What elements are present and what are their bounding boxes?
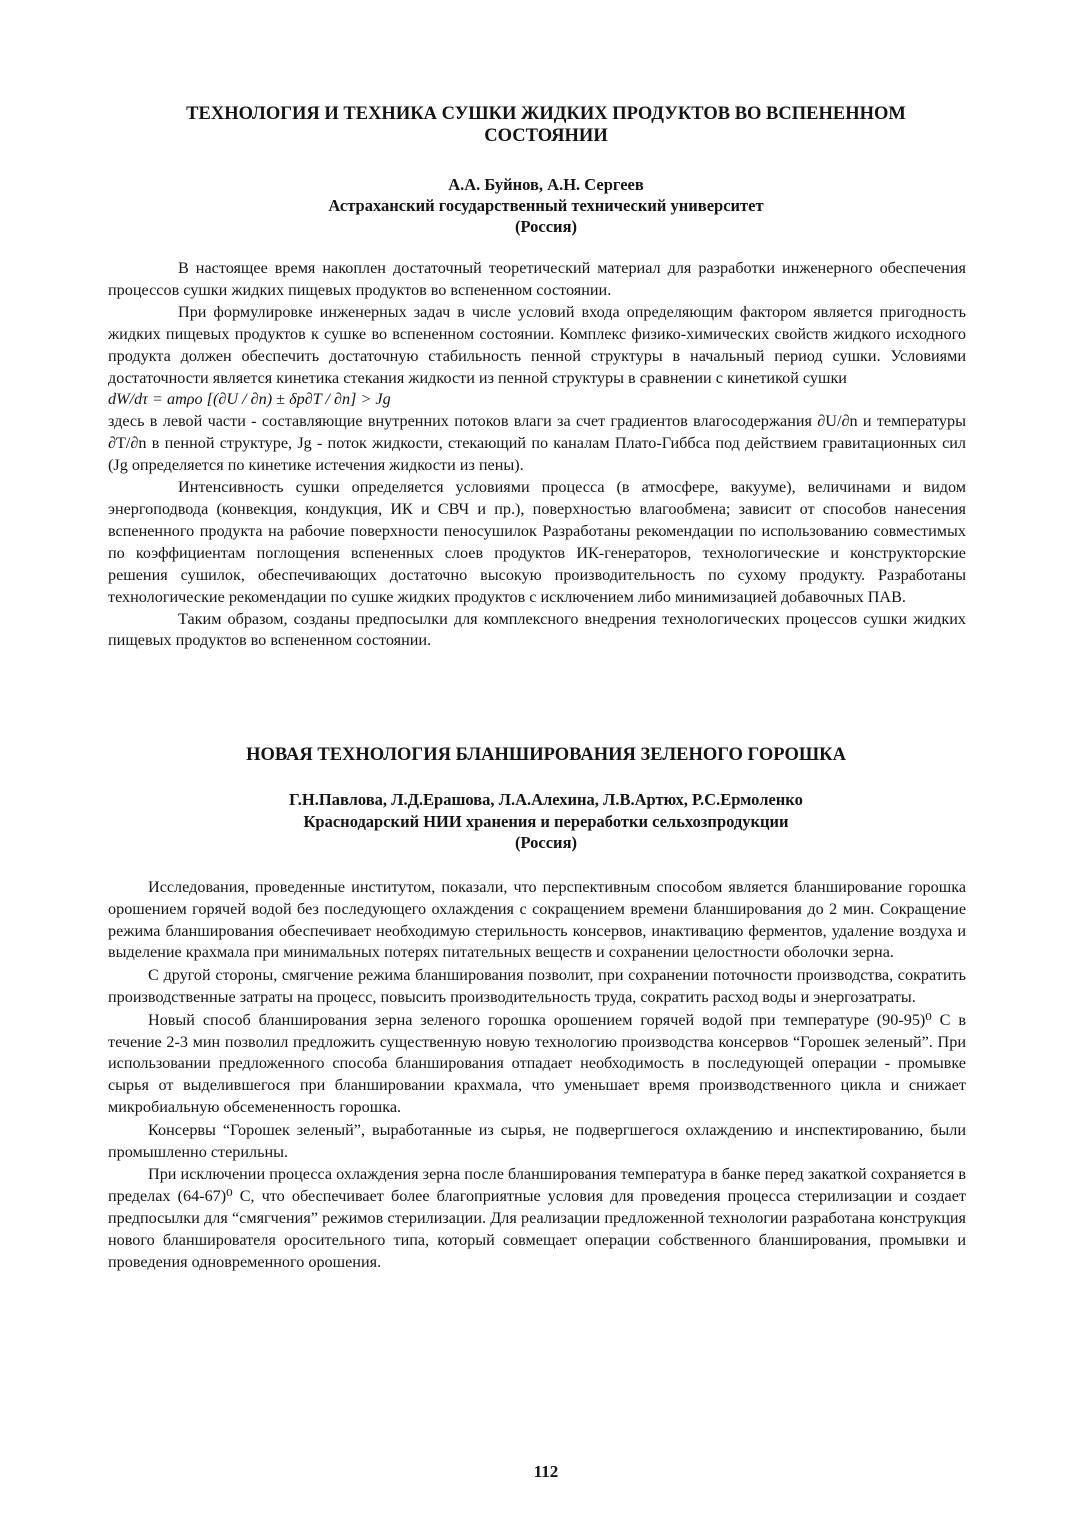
article1-title-line1: ТЕХНОЛОГИЯ И ТЕХНИКА СУШКИ ЖИДКИХ ПРОДУКТОВ ВО ВСПЕНЕННОМ [186,104,906,124]
article1-paragraph-2: При формулировке инженерных задач в числе условий входа определяющим фактором является пригодность жидких пищевых продуктов к сушке во вспененном состоянии. Комплекс физико-химических свойств жидкого исходного продукта должен обеспечить достаточную стабильность пенной структуры в начальный период сушки. Условиями достаточности является кинетика стекания жидкости из пенной структуры в сравнении с кинетикой сушки [108,302,966,387]
article1-authors: А.А. Буйнов, А.Н. Сергеев [448,175,644,194]
article2-country: (Россия) [515,833,577,852]
drying-kinetics-formula: dW/dτ = amρo [(∂U / ∂n) ± δp∂T / ∂n] > Jg [108,390,391,409]
article2-paragraph-3: Новый способ бланширования зерна зеленого горошка орошением горячей водой при температуре (90-95)⁰ С в течение 2-3 мин позволил предложить существенную новую технологию производства консервов “Горошек зеленый”. При использовании предложенного способа бланширования отпадает необходимость в последующей операции - промывке сырья от выделившегося при бланшировании крахмала, что уменьшает время производственного цикла и снижает микробиальную обсемененность горошка. [108,1010,966,1116]
article1-title-line2: СОСТОЯНИИ [484,126,608,146]
article1-paragraph-5: Таким образом, созданы предпосылки для комплексного внедрения технологических процессов сушки жидких пищевых продуктов во вспененном состоянии. [108,609,966,650]
article1-body [108,258,966,652]
article2-paragraph-5: При исключении процесса охлаждения зерна после бланширования температура в банке перед закаткой сохраняется в пределах (64-67)⁰ С, что обеспечивает более благоприятные условия для проведения процесса стерилизации и создает предпосылки для “смягчения” режимов стерилизации. Для реализации предложенной технологии разработана конструкция нового бланширователя оросительного типа, который совмещает операции собственного бланширования, промывки и проведения одновременного орошения. [108,1165,966,1271]
article1-paragraph-1: В настоящее время накоплен достаточный теоретический материал для разработки инженерного обеспечения процессов сушки жидких пищевых продуктов во вспененном состоянии. [108,259,966,299]
article2-body [108,877,966,1274]
article2-affiliation: Краснодарский НИИ хранения и переработки сельхозпродукции [303,812,789,831]
article2-paragraph-4: Консервы “Горошек зеленый”, выработанные из сырья, не подвергшегося охлаждению и инспектированию, были промышленно стерильны. [108,1120,966,1161]
article2-paragraph-2: С другой стороны, смягчение режима бланширования позволит, при сохранении поточности производства, сократить производственные затраты на процесс, повысить производительность труда, сократить расход воды и энергозатраты. [108,966,966,1006]
page-number: 112 [533,1462,559,1481]
article2-title: НОВАЯ ТЕХНОЛОГИЯ БЛАНШИРОВАНИЯ ЗЕЛЕНОГО ГОРОШКА [246,745,846,765]
article2-paragraph-1: Исследования, проведенные институтом, показали, что перспективным способом является бланширование горошка орошением горячей водой без последующего охлаждения с сокращением времени бланширования до 2 мин. Сокращение режима бланширования обеспечивает необходимую стерильность консервов, инактивацию ферментов, удаление воздуха и выделение крахмала при минимальных потерях питательных веществ и сохранении целостности оболочки зерна. [108,878,966,962]
article1-country: (Россия) [515,217,577,236]
article1-affiliation: Астраханский государственный технический университет [328,196,764,215]
article1-title [140,103,952,147]
article2-authors: Г.Н.Павлова, Л.Д.Ерашова, Л.А.Алехина, Л.В.Артюх, Р.С.Ермоленко [289,790,803,809]
article1-paragraph-4: Интенсивность сушки определяется условиями процесса (в атмосфере, вакууме), величинами и видом энергоподвода (конвекция, кондукция, ИК и СВЧ и пр.), поверхностью влагообмена; зависит от способов нанесения вспененного продукта на рабочие поверхности пеносушилок Разработаны рекомендации по использованию совместимых по коэффициентам поглощения вспененных слоев продуктов ИК-генераторов, технологические и конструкторские решения сушилок, обеспечивающих достаточно высокую производительность по сухому продукту. Разработаны технологические рекомендации по сушке жидких продуктов с исключением либо минимизацией добавочных ПАВ. [108,478,966,606]
article1-paragraph-3: здесь в левой части - составляющие внутренних потоков влаги за счет градиентов влагосодержания ∂U/∂n и температуры ∂T/∂n в пенной структуре, Jg - поток жидкости, стекающий по каналам Плато-Гиббса под действием гравитационных сил (Jg определяется по кинетике истечения жидкости из пены). [108,412,966,475]
